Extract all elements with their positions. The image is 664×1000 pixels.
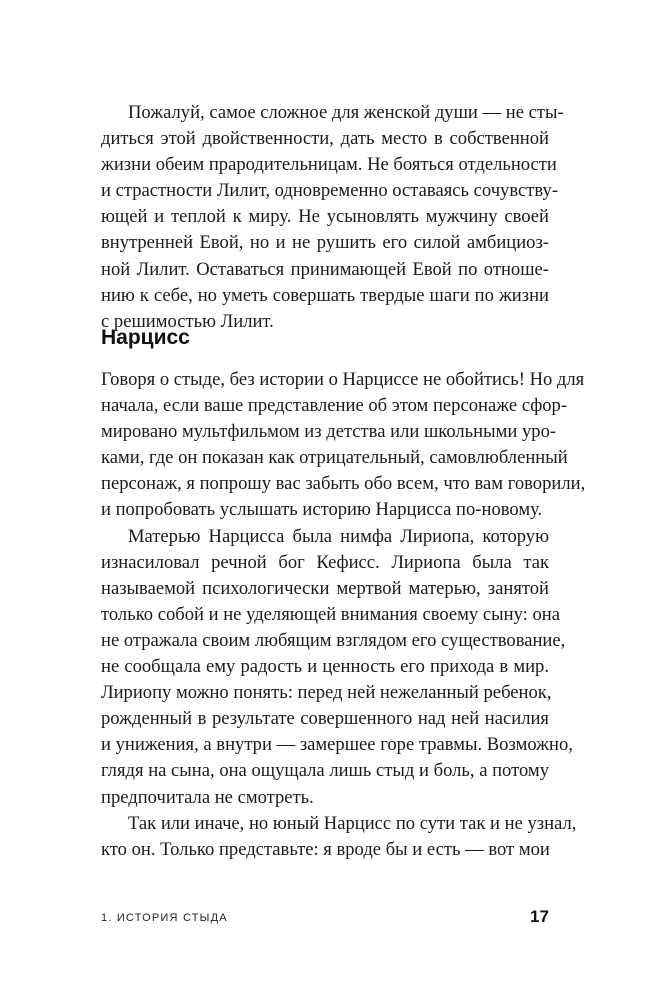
- paragraph-lilith: [101, 100, 564, 335]
- text-line: Так или иначе, но юный Нарцисс по сути так и не узнал,: [128, 812, 577, 834]
- text-line: называемой психологически мертвой матерью, занятой: [101, 577, 549, 599]
- text-line: только собой и не уделяющей внимания своему сыну: она: [101, 603, 560, 625]
- text-line: кто он. Только представьте: я вроде бы и есть — вот мои: [101, 838, 550, 860]
- text-line: и страстности Лилит, одновременно оставаясь сочувству-: [101, 180, 559, 202]
- text-line: с решимостью Лилит.: [101, 310, 274, 332]
- page-number: 17: [530, 907, 549, 926]
- text-line: рожденный в результате совершенного над ней насилия: [101, 708, 549, 730]
- text-line: персонаж, я попрошу вас забыть обо всем, что вам говорили,: [101, 473, 586, 495]
- text-line: диться этой двойственности, дать место в собственной: [101, 128, 549, 150]
- text-line: ной Лилит. Оставаться принимающей Евой по отноше-: [101, 258, 549, 280]
- text-line: глядя на сына, она ощущала лишь стыд и боль, а потому: [101, 760, 549, 782]
- section-heading: Нарцисс: [101, 326, 190, 349]
- text-line: ками, где он показан как отрицательный, самовлюбленный: [101, 447, 568, 469]
- running-footer-chapter: 1. ИСТОРИЯ СТЫДА: [101, 912, 228, 924]
- text-line: мировано мультфильмом из детства или школьными уро-: [101, 421, 557, 443]
- text-line: Пожалуй, самое сложное для женской души — не сты-: [128, 102, 564, 123]
- section-body: [101, 367, 586, 863]
- text-line: предпочитала не смотреть.: [101, 786, 314, 808]
- text-line: Говоря о стыде, без истории о Нарциссе не обойтись! Но для: [101, 369, 585, 390]
- text-line: изнасиловал речной бог Кефисс. Лириопа была так: [101, 551, 549, 573]
- text-line: и попробовать услышать историю Нарцисса по-новому.: [101, 499, 543, 521]
- text-line: не отражала своим любящим взглядом его существование,: [101, 629, 566, 651]
- text-line: жизни обеим прародительницам. Не бояться отдельности: [101, 154, 557, 176]
- text-line: внутренней Евой, но и не рушить его силой амбициоз-: [101, 232, 549, 254]
- text-line: ющей и теплой к миру. Не усыновлять мужчину своей: [101, 206, 549, 228]
- text-line: не сообщала ему радость и ценность его прихода в мир.: [101, 656, 549, 678]
- text-line: начала, если ваше представление об этом персонаже сфор-: [101, 395, 568, 417]
- text-line: Лириопу можно понять: перед ней нежеланный ребенок,: [101, 682, 552, 704]
- text-line: нию к себе, но уметь совершать твердые шаги по жизни: [101, 284, 549, 306]
- text-line: Матерью Нарцисса была нимфа Лириопа, которую: [128, 525, 549, 547]
- text-line: и унижения, а внутри — замершее горе травмы. Возможно,: [101, 734, 573, 756]
